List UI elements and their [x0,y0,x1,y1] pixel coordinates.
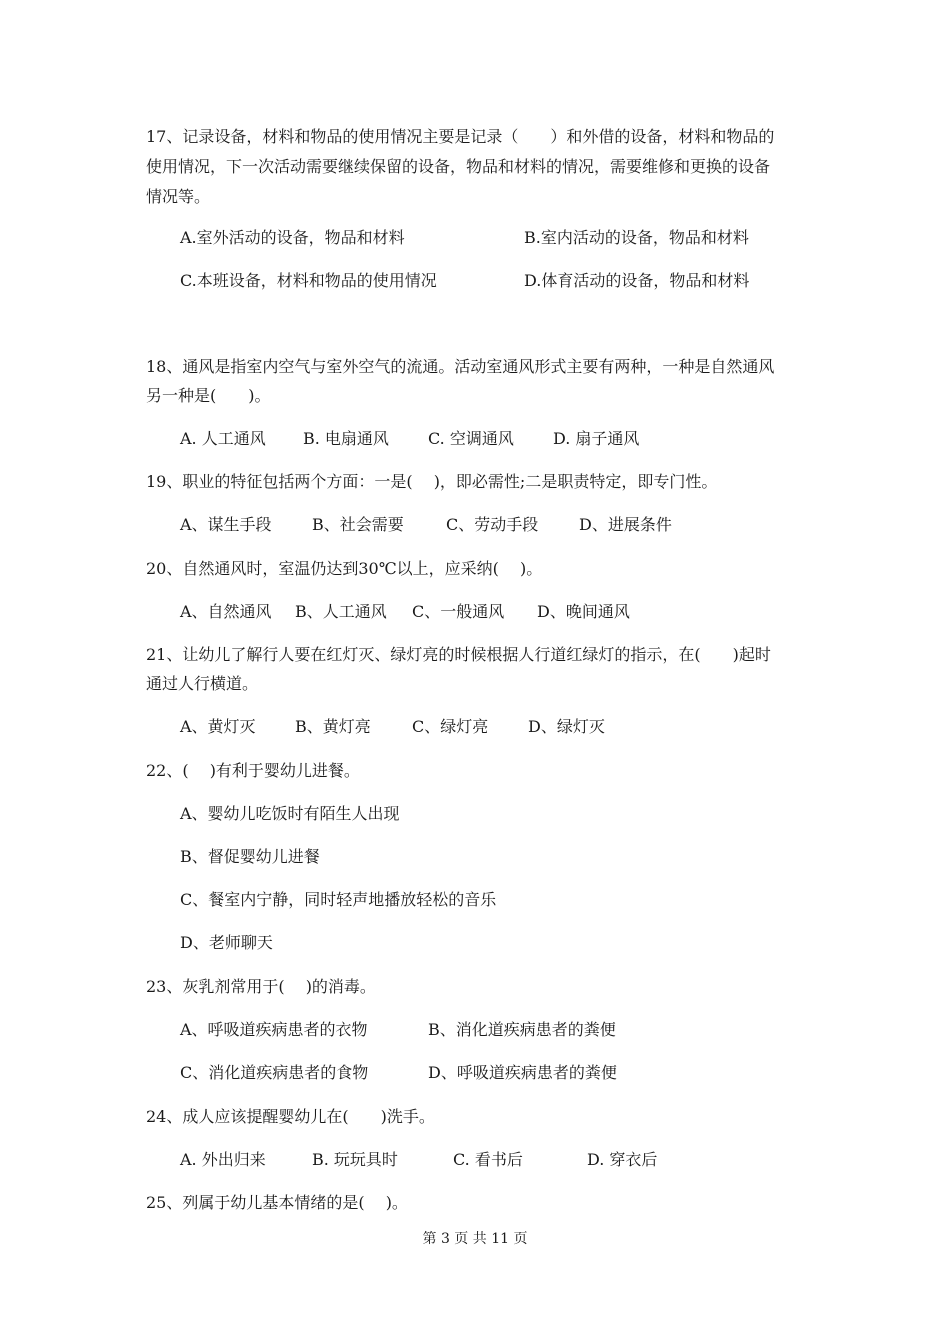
question-24-option-b: B. 玩玩具时 [312,1150,398,1169]
question-18-option-c: C. 空调通风 [428,429,514,448]
question-21-option-b: B、黄灯亮 [295,717,371,736]
question-24-option-c: C. 看书后 [453,1150,523,1169]
question-23-option-c: C、消化道疾病患者的食物 [180,1063,369,1082]
question-17-option-c: C.本班设备，材料和物品的使用情况 [180,271,437,290]
question-24-line-1: 24、成人应该提醒婴幼儿在( )洗手。 [146,1107,435,1126]
question-23-option-d: D、呼吸道疾病患者的粪便 [428,1063,617,1082]
question-21-line-2: 通过人行横道。 [146,674,259,693]
question-22-line-1: 22、( )有利于婴幼儿进餐。 [146,761,360,780]
question-19-line-1: 19、职业的特征包括两个方面：一是( )，即必需性;二是职责特定，即专门性。 [146,472,718,491]
question-21-option-d: D、绿灯灭 [528,717,605,736]
question-17-line-1: 17、记录设备，材料和物品的使用情况主要是记录（ ）和外借的设备，材料和物品的 [146,127,775,146]
question-18-option-d: D. 扇子通风 [553,429,640,448]
question-20-option-c: C、一般通风 [412,602,505,621]
question-21-line-1: 21、让幼儿了解行人要在红灯灭、绿灯亮的时候根据人行道红绿灯的指示，在( )起时 [146,645,771,664]
question-19-option-b: B、社会需要 [312,515,404,534]
question-19-option-c: C、劳动手段 [446,515,539,534]
question-18-option-a: A. 人工通风 [180,429,266,448]
question-17-option-b: B.室内活动的设备，物品和材料 [524,228,749,247]
question-20-option-d: D、晚间通风 [537,602,630,621]
question-25-line-1: 25、列属于幼儿基本情绪的是( )。 [146,1193,408,1212]
question-17-line-3: 情况等。 [146,187,211,206]
question-20-line-1: 20、自然通风时，室温仍达到30℃以上，应采纳( )。 [146,559,543,578]
question-20-option-b: B、人工通风 [295,602,387,621]
question-18-option-b: B. 电扇通风 [303,429,389,448]
question-21-option-a: A、黄灯灭 [180,717,256,736]
question-22-option-c: C、餐室内宁静，同时轻声地播放轻松的音乐 [180,890,497,909]
question-23-line-1: 23、灰乳剂常用于( )的消毒。 [146,977,376,996]
question-20-option-a: A、自然通风 [180,602,272,621]
question-21-option-c: C、绿灯亮 [412,717,489,736]
question-19-option-d: D、进展条件 [579,515,672,534]
question-18-line-2: 另一种是( )。 [146,386,271,405]
page-footer: 第 3 页 共 11 页 [422,1231,528,1247]
question-17-line-2: 使用情况，下一次活动需要继续保留的设备，物品和材料的情况，需要维修和更换的设备 [146,157,771,176]
question-24-option-a: A. 外出归来 [180,1150,266,1169]
question-24-option-d: D. 穿衣后 [587,1150,658,1169]
question-22-option-a: A、婴幼儿吃饭时有陌生人出现 [180,804,400,823]
question-22-option-b: B、督促婴幼儿进餐 [180,847,320,866]
question-17-option-a: A.室外活动的设备，物品和材料 [180,228,405,247]
question-17-option-d: D.体育活动的设备，物品和材料 [524,271,750,290]
question-19-option-a: A、谋生手段 [180,515,272,534]
question-22-option-d: D、老师聊天 [180,933,273,952]
question-23-option-a: A、呼吸道疾病患者的衣物 [180,1020,368,1039]
question-18-line-1: 18、通风是指室内空气与室外空气的流通。活动室通风形式主要有两种，一种是自然通风 [146,357,775,376]
question-23-option-b: B、消化道疾病患者的粪便 [428,1020,616,1039]
